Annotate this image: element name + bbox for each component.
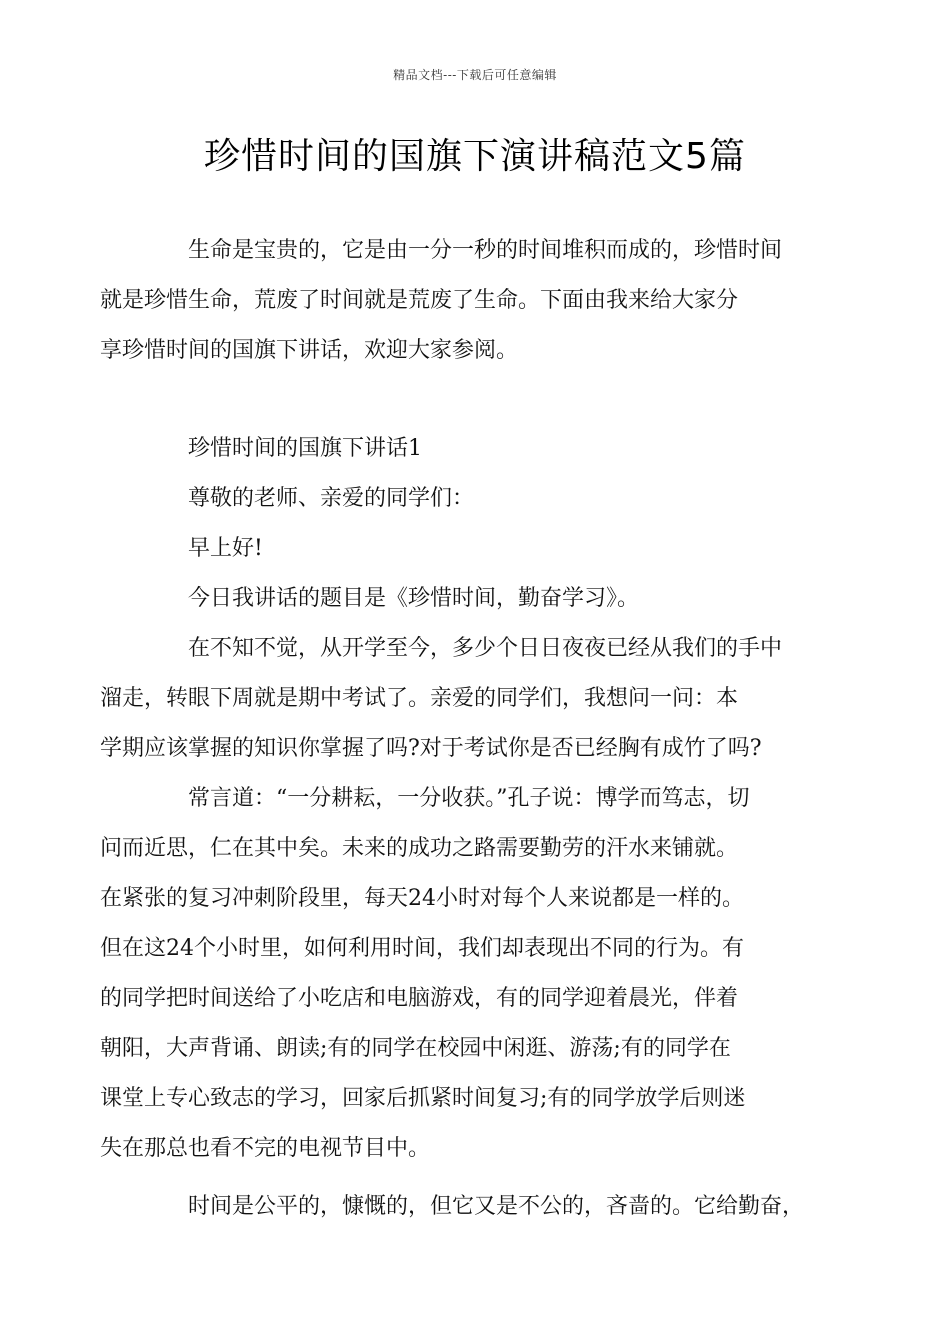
text-line: 在不知不觉，从开学至今，多少个日日夜夜已经从我们的手中 xyxy=(188,636,783,661)
text-line: 问而近思，仁在其中矣。未来的成功之路需要勤劳的汗水来铺就。 xyxy=(100,836,739,861)
header-note: 精品文档---下载后可任意编辑 xyxy=(393,68,557,82)
salutation xyxy=(144,474,814,524)
text-line: 生命是宝贵的，它是由一分一秒的时间堆积而成的，珍惜时间 xyxy=(188,238,783,263)
text-line: 尊敬的老师、亲爱的同学们： xyxy=(188,486,475,511)
text-line: 课堂上专心致志的学习，回家后抓紧时间复习;有的同学放学后则迷 xyxy=(100,1086,746,1111)
text-line: 溜走，转眼下周就是期中考试了。亲爱的同学们，我想问一问：本 xyxy=(100,686,739,711)
text-line: 珍惜时间的国旗下讲话1 xyxy=(188,436,422,461)
topic-line xyxy=(144,574,814,624)
paragraph-1 xyxy=(100,624,814,774)
text-line: 常言道：“一分耕耘，一分收获。”孔子说：博学而笃志，切 xyxy=(188,786,750,811)
text-line: 朝阳，大声背诵、朗读;有的同学在校园中闲逛、游荡;有的同学在 xyxy=(100,1036,731,1061)
text-line: 早上好! xyxy=(188,536,263,561)
text-line: 的同学把时间送给了小吃店和电脑游戏，有的同学迎着晨光，伴着 xyxy=(100,986,739,1011)
document-body xyxy=(100,226,814,1232)
section-heading xyxy=(144,424,814,474)
paragraph-2 xyxy=(100,774,814,1174)
text-line: 今日我讲话的题目是《珍惜时间，勤奋学习》。 xyxy=(188,586,640,611)
intro-paragraph xyxy=(100,226,814,376)
spacer xyxy=(144,1174,814,1182)
text-line: 但在这24个小时里，如何利用时间，我们却表现出不同的行为。有 xyxy=(100,936,744,961)
text-line: 就是珍惜生命，荒废了时间就是荒废了生命。下面由我来给大家分 xyxy=(100,288,739,313)
greeting xyxy=(144,524,814,574)
document-title: 珍惜时间的国旗下演讲稿范文5篇 xyxy=(204,136,746,177)
text-line: 在紧张的复习冲刺阶段里，每天24小时对每个人来说都是一样的。 xyxy=(100,886,744,911)
text-line: 享珍惜时间的国旗下讲话，欢迎大家参阅。 xyxy=(100,338,519,363)
spacer xyxy=(144,376,814,424)
text-line: 时间是公平的，慷慨的，但它又是不公的，吝啬的。它给勤奋， xyxy=(188,1194,805,1219)
text-line: 失在那总也看不完的电视节目中。 xyxy=(100,1136,431,1161)
text-line: 学期应该掌握的知识你掌握了吗?对于考试你是否已经胸有成竹了吗? xyxy=(100,736,762,761)
paragraph-3 xyxy=(144,1182,814,1232)
